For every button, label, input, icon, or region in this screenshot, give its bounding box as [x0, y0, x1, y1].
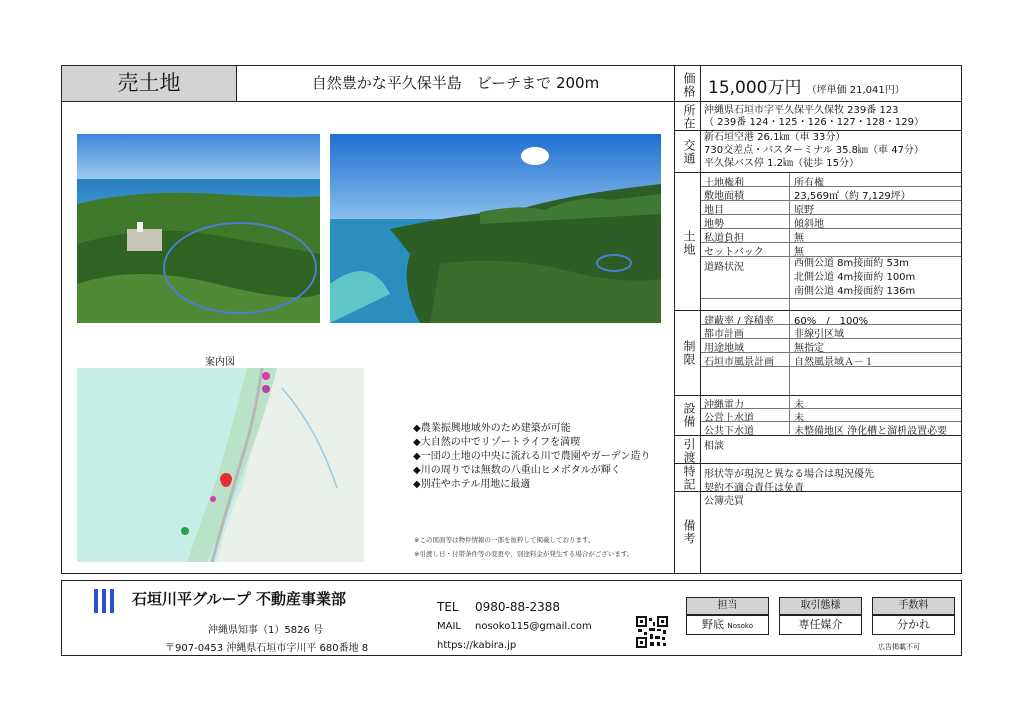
land-value: 所有権: [794, 178, 824, 189]
transaction-type-value: 専任媒介: [779, 615, 862, 635]
agent-romaji: Nosoko: [727, 622, 754, 630]
disclaimer-note: ※この図面等は物件情報の一部を抜粋して掲載しております。: [414, 536, 595, 544]
land-value: 傾斜地: [794, 219, 824, 230]
divider: [700, 66, 701, 573]
land-key: 土地権利: [704, 178, 744, 189]
road-label: 道路状況: [704, 262, 744, 273]
transport-line: 730交差点・バスターミナル 35.8㎞（車 47分）: [704, 145, 924, 156]
highlight-list: [413, 422, 651, 492]
delivery-label: 引渡: [682, 438, 696, 464]
restriction-value: 無指定: [794, 343, 824, 354]
agent-header: 担当: [686, 597, 769, 615]
tel-number[interactable]: 0980-88-2388: [475, 600, 561, 614]
land-key: セットバック: [704, 247, 764, 258]
unit-price: （坪単価 21,041円）: [806, 85, 905, 96]
row-divider: [675, 310, 961, 311]
col-divider: [789, 396, 790, 434]
ad-restriction-note: 広告掲載不可: [878, 643, 920, 651]
remarks-label: 備考: [682, 519, 696, 545]
tel-label: TEL: [437, 600, 459, 614]
row-divider: [701, 366, 961, 367]
land-value: 無: [794, 233, 804, 244]
delivery-value: 相談: [704, 441, 724, 452]
row-divider: [701, 256, 961, 257]
facility-value: 未: [794, 413, 804, 424]
transaction-type-header: 取引態様: [779, 597, 862, 615]
transport-line: 新石垣空港 26.1㎞（車 33分）: [704, 132, 846, 143]
location-line: 沖縄県石垣市字平久保平久保牧 239番 123: [704, 105, 899, 116]
header-divider: [62, 101, 961, 102]
restriction-value: 60% / 100%: [794, 316, 869, 327]
listing-category: 売土地: [62, 66, 236, 101]
price: [708, 73, 905, 98]
row-divider: [675, 172, 961, 173]
restriction-key: 都市計画: [704, 329, 744, 340]
company-name: 石垣川平グループ 不動産事業部: [132, 590, 347, 608]
land-value: 無: [794, 247, 804, 258]
restriction-key: 建蔽率 / 容積率: [704, 316, 774, 327]
highlight-item: ◆一団の土地の中央に流れる川で農園やガーデン造り: [413, 451, 651, 462]
location-line: （ 239番 124・125・126・127・128・129）: [704, 117, 924, 128]
special-label: 特記: [682, 465, 696, 491]
commission-header: 手数料: [872, 597, 955, 615]
commission-value: 分かれ: [872, 615, 955, 635]
row-divider: [675, 435, 961, 436]
agent-name: 野底: [701, 618, 724, 631]
mail-address[interactable]: nosoko115@gmail.com: [475, 621, 592, 632]
row-divider: [675, 463, 961, 464]
company-logo: [94, 589, 116, 613]
land-key: 私道負担: [704, 233, 744, 244]
highlight-item: ◆大自然の中でリゾートライフを満喫: [413, 437, 581, 448]
land-value: 23,569㎡（約 7,129坪）: [794, 191, 911, 202]
facility-key: 沖縄電力: [704, 400, 744, 411]
restriction-value: 自然風景域Ａ－１: [794, 357, 874, 368]
special-line: 形状等が現況と異なる場合は現況優先: [704, 469, 874, 480]
remarks-value: 公簿売買: [704, 496, 744, 507]
license-number: 沖縄県知事（1）5826 号: [208, 625, 323, 636]
company-address: 〒907-0453 沖縄県石垣市字川平 680番地 8: [165, 643, 369, 654]
special-line: 契約不適合責任は免責: [704, 483, 804, 494]
area-map[interactable]: [77, 368, 364, 562]
land-key: 地目: [704, 205, 724, 216]
road-line: 南側公道 4m接面約 136m: [794, 286, 916, 297]
restriction-value: 非線引区域: [794, 329, 844, 340]
facility-value: 未整備地区 浄化槽と溜枡設置必要: [794, 426, 948, 437]
aerial-photo-left: [77, 134, 320, 323]
logo-bar: [110, 589, 114, 613]
website-link[interactable]: https://kabira.jp: [437, 640, 517, 651]
facility-value: 未: [794, 400, 804, 411]
logo-bar: [94, 589, 98, 613]
highlight-item: ◆農業振興地域外のため建築が可能: [413, 423, 571, 434]
aerial-photo-right: [330, 134, 661, 323]
transport-line: 平久保バス停 1.2㎞（徒歩 15分）: [704, 158, 859, 169]
road-line: 北側公道 4m接面約 100m: [794, 272, 916, 283]
agent-value: [686, 615, 769, 635]
transport-label: 交通: [682, 139, 696, 165]
row-divider: [701, 214, 961, 215]
row-divider: [701, 298, 961, 299]
land-key: 敷地面積: [704, 191, 744, 202]
highlight-item: ◆別荘やホテル用地に最適: [413, 479, 531, 490]
mail-label: MAIL: [437, 621, 461, 632]
qr-code-icon[interactable]: [636, 616, 668, 648]
row-divider: [675, 130, 961, 131]
road-line: 西側公道 8m接面約 53m: [794, 258, 909, 269]
land-value: 原野: [794, 205, 814, 216]
facility-key: 公営上水道: [704, 413, 754, 424]
restrictions-label: 制限: [682, 340, 696, 366]
location-label: 所在: [682, 104, 696, 130]
highlight-item: ◆川の周りでは無数の八重山ヒメボタルが輝く: [413, 465, 621, 476]
restriction-key: 石垣市風景計画: [704, 357, 774, 368]
land-label: 土地: [682, 230, 696, 256]
map-label: 案内図: [205, 357, 235, 368]
listing-title: 自然豊かな平久保半島 ビーチまで 200m: [311, 74, 600, 92]
divider: [674, 66, 675, 573]
row-divider: [701, 200, 961, 201]
restriction-key: 用途地域: [704, 343, 744, 354]
land-key: 地勢: [704, 219, 724, 230]
price-label: 価格: [682, 72, 696, 98]
price-value: 15,000万円: [708, 78, 802, 98]
logo-bar: [102, 589, 106, 613]
facility-key: 公共下水道: [704, 426, 754, 437]
disclaimer-note: ※引渡し日・付帯条件等の変更や、別途料金が発生する場合がございます。: [414, 550, 634, 558]
facilities-label: 設備: [682, 402, 696, 428]
